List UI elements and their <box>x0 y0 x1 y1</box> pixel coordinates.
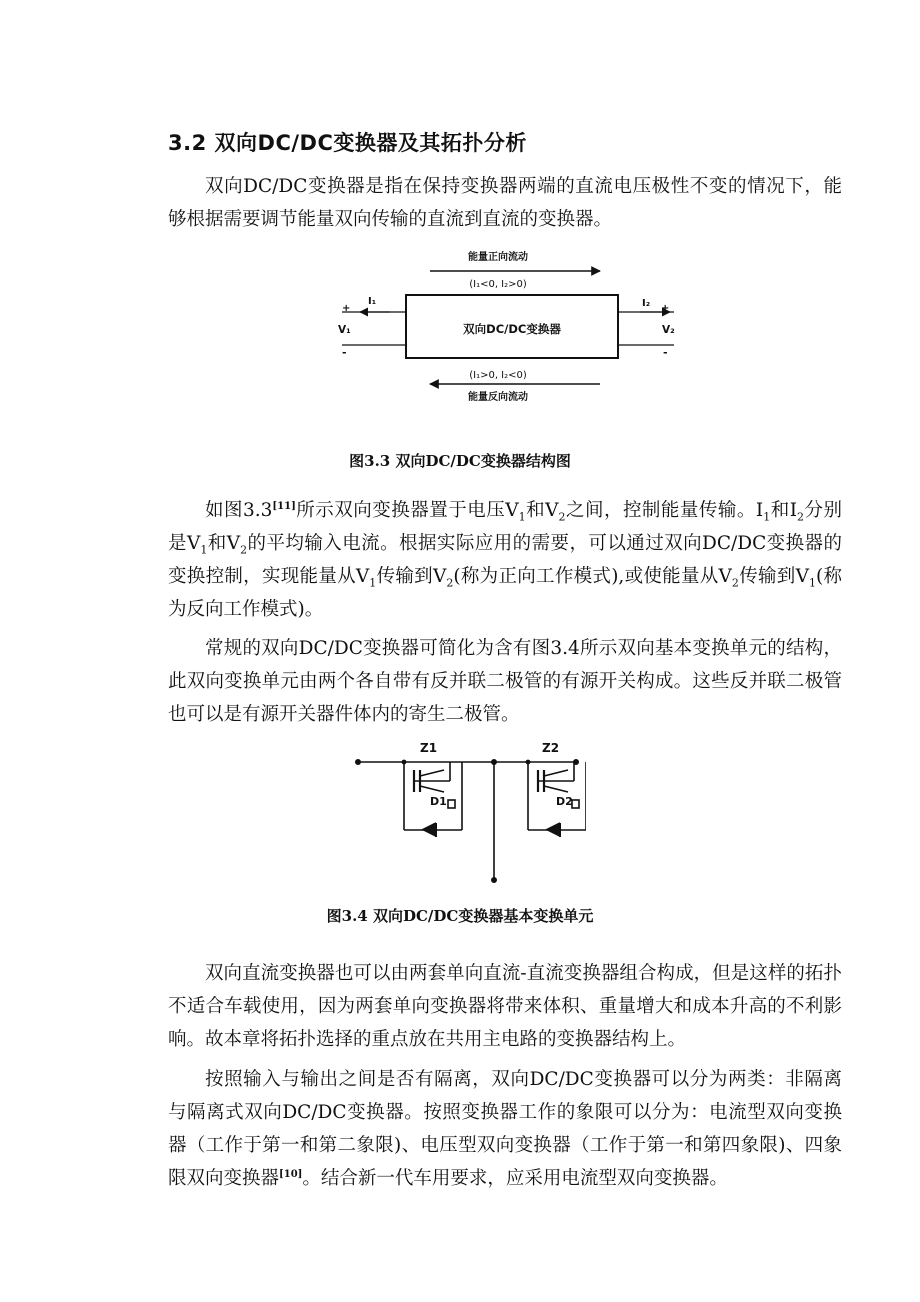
forward-flow-condition: (I₁<0, I₂>0) <box>469 279 527 290</box>
right-plus-sign: + <box>661 303 670 314</box>
reverse-flow-label: 能量反向流动 <box>468 392 528 403</box>
diode1-symbol <box>422 823 436 837</box>
converter-structure-diagram <box>320 240 690 410</box>
right-bus-node <box>573 759 579 765</box>
cell2-node <box>526 760 531 765</box>
basic-conversion-cell-circuit <box>350 736 586 886</box>
paragraph-basic-cell: 常规的双向DC/DC变换器可简化为含有图3.4所示双向基本变换单元的结构，此双向变换单元由两个各自带有反并联二极管的有源开关构成。这些反并联二极管也可以是有源开关器件体内的寄生二极管。 <box>168 638 842 725</box>
left-bus-node <box>355 759 361 765</box>
forward-flow-label: 能量正向流动 <box>468 252 528 263</box>
reverse-flow-condition: (I₁>0, I₂<0) <box>469 370 527 381</box>
right-voltage-label: V₂ <box>662 324 675 336</box>
middle-node <box>491 759 497 765</box>
paragraph-figure-reference: 如图3.3[11]所示双向变换器置于电压$V_1$和$V_2$之间，控制能量传输。$I_1$和$I_2$分别是$V_1$和$V_2$的平均输入电流。根据实际应用的需要，可以通过双向DC/DC变换器的变换控制，实现能量从$V_1$传输到$V_2$(称为正向工作模式),或使能量从$V_2$传输到$V_1$(称为反向工作模式)。 <box>168 500 843 620</box>
right-current-label: I₂ <box>642 298 651 309</box>
left-current-label: I₁ <box>368 296 377 307</box>
right-minus-sign: - <box>663 346 668 359</box>
left-voltage-label: V₁ <box>338 324 351 336</box>
midpoint-terminal-node <box>491 877 497 883</box>
switch1-label: Z1 <box>420 741 438 755</box>
paragraph-classification: 按照输入与输出之间是否有隔离，双向DC/DC变换器可以分为两类：非隔离与隔离式双向DC/DC变换器。按照变换器工作的象限可以分为：电流型双向变换器（工作于第一和第二象限)、电压型双向变换器（工作于第一和第四象限)、四象限双向变换器[10]。结合新一代车用要求，应采用电流型双向变换器。 <box>168 1069 842 1189</box>
cell1-node <box>402 760 407 765</box>
switch2-label: Z2 <box>542 741 560 755</box>
diode2-label: D2 <box>556 795 573 808</box>
paragraph-definition: 双向DC/DC变换器是指在保持变换器两端的直流电压极性不变的情况下，能够根据需要调节能量双向传输的直流到直流的变换器。 <box>168 176 842 230</box>
converter-box-label: 双向DC/DC变换器 <box>463 322 561 336</box>
diode2-symbol <box>546 823 560 837</box>
left-minus-sign: - <box>342 346 347 359</box>
diode1-label: D1 <box>430 795 447 808</box>
paragraph-topology-choice: 双向直流变换器也可以由两套单向直流-直流变换器组合构成，但是这样的拓扑不适合车载使用，因为两套单向变换器将带来体积、重量增大和成本升高的不利影响。故本章将拓扑选择的重点放在共用主电路的变换器结构上。 <box>168 963 842 1050</box>
figure-3-3-caption: 图3.3 双向DC/DC变换器结构图 <box>349 452 571 470</box>
figure-3-4-caption: 图3.4 双向DC/DC变换器基本变换单元 <box>326 907 594 925</box>
left-plus-sign: + <box>342 303 351 314</box>
section-heading: 3.2 双向DC/DC变换器及其拓扑分析 <box>168 131 527 155</box>
